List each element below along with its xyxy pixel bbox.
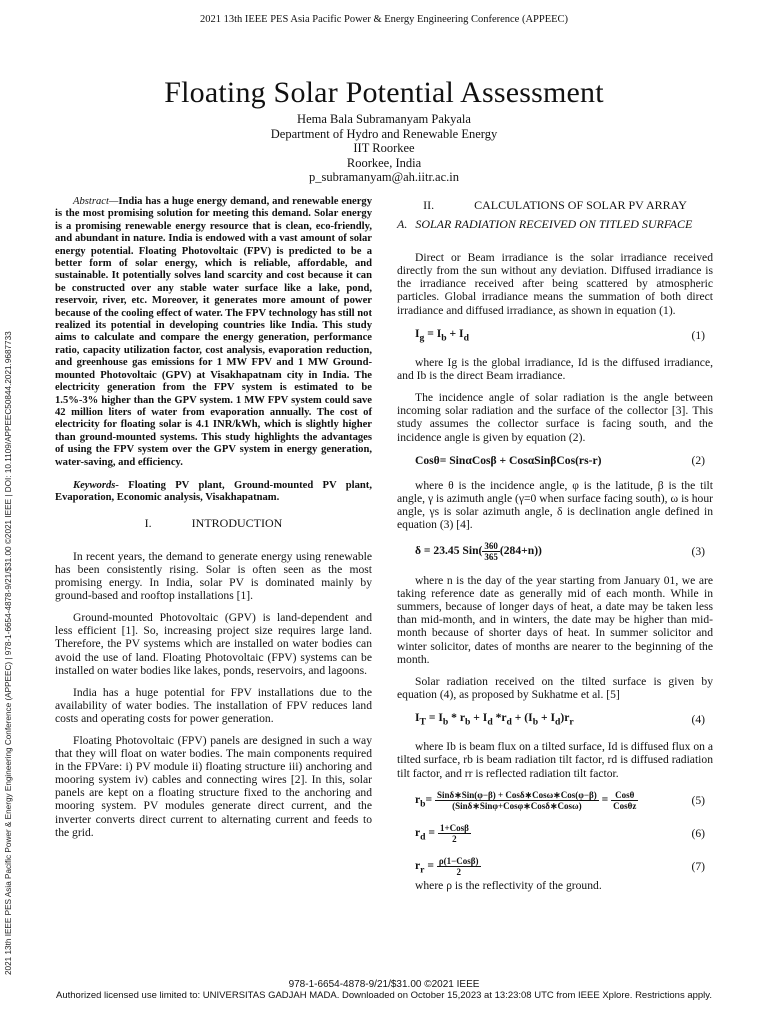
paragraph-tilted-surface: Solar radiation received on the tilted surface is given by equation (4), as proposed by Sukhatme et al. [5] <box>397 674 713 701</box>
equation-7: $r_r$ = $\frac{\text{ρ(1−Cosβ)}}{2}$ (7) <box>415 855 705 877</box>
side-doi-note: 2021 13th IEEE PES Asia Pacific Power & Energy Engineering Conference (APPEEC) | 978-1-6654-4878-9/21/$31.00 ©2021 IEEE | DOI: 10.1109/APPEEC50844.2021.9687733 <box>4 331 13 975</box>
keywords <box>55 480 372 505</box>
keywords-label: Keywords- <box>73 479 119 491</box>
conference-header: 2021 13th IEEE PES Asia Pacific Power & Energy Engineering Conference (APPEEC) <box>199 14 569 25</box>
equation-2: Cosθ= SinαCosβ + CosαSinβCos(rs-r) (2) <box>415 453 705 467</box>
author-department: Department of Hydro and Renewable Energy <box>270 126 498 141</box>
author-name: Hema Bala Subramanyam Pakyala <box>297 112 471 126</box>
section-heading-calculations: II. CALCULATIONS OF SOLAR PV ARRAY <box>423 198 687 212</box>
paragraph-eq3-where: where n is the day of the year starting from January 01, we are taking reference date as generally mid of each month. While in summers, because of longer days of heat, a date may be taken less than mid-month, and in winters, the date may be higher than mid-month because of shorter days of heat. In summer solicitor and winter solicitor, dates of months are nearer to the beginning of the month. <box>397 574 713 666</box>
abstract <box>55 196 372 469</box>
intro-paragraph: In recent years, the demand to generate energy using renewable has been consistently rising. Solar is often seen as the most promising energy. In India, solar PV is dominated mainly by ground-based and rooftop installations [1]. <box>55 549 372 603</box>
intro-paragraph: Ground-mounted Photovoltaic (GPV) is land-dependent and less efficient [1]. So, increasing project size requires large land. Therefore, the PV systems which are installed on water bodies can avoid the use of land. Floating Photovoltaic (FPV) systems can be installed on water bodies like lakes, ponds, reservoirs, and lagoons. <box>55 611 372 677</box>
section-heading-introduction: I. INTRODUCTION <box>144 515 283 530</box>
intro-paragraph: India has a huge potential for FPV installations due to the availability of water bodies. The installation of FPV reduces land costs and operating costs for power generation. <box>55 685 372 725</box>
paragraph-direct-irradiance: Direct or Beam irradiance is the solar irradiance received directly from the sun without any deviation. Diffused irradiance is the irradiance received after being scattered by atmospheric particles. Global irradiance means the summation of both direct irradiance and diffused irradiance, as shown in equation (1). <box>397 251 713 317</box>
keywords-text: Floating PV plant, Ground-mounted PV plant, Evaporation, Economic analysis, Visakhapatnam. <box>55 479 372 504</box>
subsection-heading: A. SOLAR RADIATION RECEIVED ON TITLED SURFACE <box>397 217 693 232</box>
author-email: p_subramanyam@ah.iitr.ac.in <box>308 170 459 184</box>
paragraph-eq1-where: where Ig is the global irradiance, Id is the diffused irradiance, and Ib is the direct Beam irradiance. <box>397 356 713 383</box>
paragraph-rho: where ρ is the reflectivity of the ground. <box>415 878 602 892</box>
paragraph-incidence: The incidence angle of solar radiation is the angle between incoming solar radiation and the surface of the collector [3]. This study assumes the collector surface is facing south, and the incidence angle is given by equation (2). <box>397 391 713 444</box>
right-column <box>397 199 713 901</box>
author-city: Roorkee, India <box>346 155 422 170</box>
intro-paragraph: Floating Photovoltaic (FPV) panels are designed in such a way that they will float on water bodies. The main components required in the FPVare: i) PV module ii) floating structure iii) anchoring and mooring system iv) cables and connecting wires [2]. In this, solar panels are kept on a floating structure fixed to the anchoring and mooring system. PV modules generate direct current, and the inverter converts direct current to alternating current and feeds to the grid. <box>55 733 372 839</box>
paragraph-eq2-where: where θ is the incidence angle, φ is the latitude, β is the tilt angle, γ is azimuth angle (γ=0 when surface facing south), ω is hour angle, γs is solar azimuth angle, δ is declination angle defined in equation (3) [4]. <box>397 478 713 531</box>
paragraph-eq4-where: where Ib is beam flux on a tilted surface, Id is diffused flux on a tilted surface, rb is beam radiation tilt factor, rd is diffused radiation tilt factor, and rr is reflected radiation tilt factor. <box>397 740 713 780</box>
author-block <box>0 112 768 185</box>
equation-6: $r_d$ = $\frac{\text{1+Cosβ}}{2}$ (6) <box>415 822 705 844</box>
equation-5: $r_b=$ $\frac{\text{Sinδ∗Sin(φ−β) + Cosδ∗Cosω∗Cos(φ−β)}}{\text{(Sinδ∗Sinφ+Cosφ∗Cosδ∗Cosω)}}$ = $\frac{\text{Cosθ}}{\text{Cosθz}}$ (5) <box>415 789 705 811</box>
author-institute: IIT Roorkee <box>353 141 415 155</box>
equation-4: $I_T = I_b * r_b + I_d$ $*r_d + (I_b + I_d)r_r$ (4) <box>415 710 705 728</box>
abstract-label: Abstract— <box>73 196 119 207</box>
paper-title: Floating Solar Potential Assessment <box>164 76 604 109</box>
abstract-text: India has a huge energy demand, and renewable energy is the most promising solution for meeting this demand. Solar energy is a promising renewable energy resource that is clean, eco-friendly, and abundant in nature. India is endowed with a vast amount of solar energy potential. Floating Photovoltaic (FPV) is predicted to be a better form of solar energy, which is reliable, affordable, and sustainable. It potentially solves land scarcity and cost because it can be constructed over any stable water surface like a lake, pond, reservoir, river, etc. Moreover, it generates more amount of power because of the cooling effect of water. The FPV technology has still not realized its potential in developing countries like India. This study aims to calculate and compare the energy generation, performance ratio, capacity utilization factor, cost analysis, evaporation reduction, and greenhouse gas emissions for 1 MW FPV and 1 MW Ground-mounted Photovoltaic (GPV) at Visakhapatnam city in India. The electricity generation from the FPV system is estimated to be 1.5%-3% higher than the GPV system. 1 MW FPV system could save 42 million liters of water from evaporation annually. The cost of electricity for floating solar is 4.1 INR/kWh, which is slightly higher than ground-mounted systems. This study highlights the advantages of using the FPV system over the GPV system in energy generation, water-saving, and efficiency. <box>55 196 372 468</box>
footer-license: Authorized licensed use limited to: UNIVERSITAS GADJAH MADA. Downloaded on October 15,2023 at 13:23:08 UTC from IEEE Xplore. Restrictions apply. <box>56 990 712 1001</box>
footer-isbn: 978-1-6654-4878-9/21/$31.00 ©2021 IEEE <box>288 979 480 990</box>
equation-3: δ = 23.45 Sin( $\frac{360}{365}$ (284+n)) (3) <box>415 541 705 563</box>
left-column <box>55 196 372 848</box>
equation-1: $I_g = I_b + I_d$ (1) <box>415 326 705 343</box>
